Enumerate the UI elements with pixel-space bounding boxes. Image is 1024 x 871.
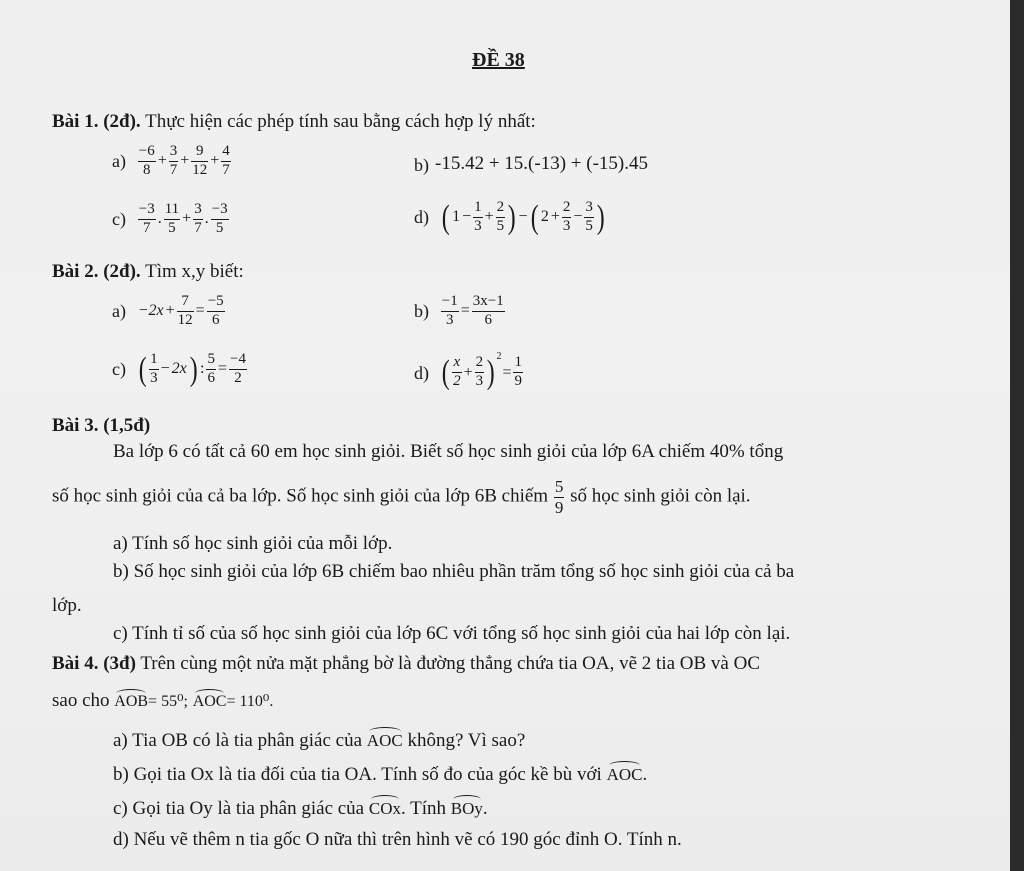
angle-boy: BOy bbox=[451, 796, 483, 817]
frac: $\frac{1}{9}$ bbox=[514, 354, 522, 390]
b1-header bbox=[52, 112, 536, 131]
b2-c-label: c) bbox=[112, 359, 126, 380]
frac: $\frac{2}{5}$ bbox=[496, 199, 505, 234]
frac: $\frac{3}{7}$ bbox=[194, 201, 202, 236]
frac: $\frac{-4}{2}$ bbox=[230, 351, 246, 386]
frac: $\frac{5}{6}$ bbox=[207, 351, 215, 386]
frac: $\frac{11}{5}$ bbox=[164, 201, 180, 236]
b2-b-label: b) bbox=[414, 301, 429, 322]
b3-item-a: a) Tính số học sinh giỏi của mỗi lớp. bbox=[113, 533, 393, 554]
b1-a-expr: a) $\frac{-6}{8}$ + $\frac{3}{7}$ + $\frac{9}{12}$ + $\frac{4}{7}$ bbox=[112, 143, 230, 178]
b3-item-b: b) Số học sinh giỏi của lớp 6B chiếm bao nhiêu phần trăm tổng số học sinh giỏi của cả ba bbox=[113, 561, 795, 582]
b2-a-expr: a) −2x + $\frac{7}{12}$ = $\frac{-5}{6}$ bbox=[112, 293, 224, 328]
b2-d-label: d) bbox=[414, 362, 429, 383]
frac: $\frac{3}{5}$ bbox=[585, 199, 593, 234]
b1-text: Thực hiện các phép tính sau bằng cách hợp lý nhất: bbox=[145, 111, 536, 132]
frac: $\frac{7}{12}$ bbox=[177, 293, 193, 328]
frac: $\frac{x}{2}$ bbox=[453, 354, 461, 390]
b4-header bbox=[52, 654, 760, 673]
page-title: ĐỀ 38 bbox=[472, 49, 525, 71]
angle-cox: COx bbox=[369, 796, 401, 817]
b2-b-expr: b) $\frac{-1}{3}$ = $\frac{3x-1}{6}$ bbox=[414, 293, 504, 328]
b2-d-expr: d) ( $\frac{x}{2}$ + $\frac{2}{3}$ ) $^2$= $\frac{1}{9}$ bbox=[414, 351, 522, 392]
b2-a-label: a) bbox=[112, 301, 126, 322]
frac: $\frac{3x-1}{6}$ bbox=[472, 293, 504, 328]
b1-c-label: c) bbox=[112, 209, 126, 230]
b4-item-c: c) Gọi tia Oy là tia phân giác của COx. Tính BOy. bbox=[113, 798, 488, 819]
b4-heading: Bài 4. (3đ) bbox=[52, 653, 136, 674]
frac: $\frac{-1}{3}$ bbox=[441, 293, 458, 328]
b1-a-label: a) bbox=[112, 151, 126, 172]
angle-aoc: AOC bbox=[367, 728, 403, 749]
b3-item-b-cont: lớp. bbox=[52, 595, 82, 616]
frac: $\frac{9}{12}$ bbox=[192, 143, 208, 178]
frac: $\frac{4}{7}$ bbox=[222, 143, 230, 178]
b2-heading: Bài 2. (2đ). bbox=[52, 261, 141, 282]
b1-b-expr bbox=[414, 154, 648, 174]
b4-item-b: b) Gọi tia Ox là tia đối của tia OA. Tính số đo của góc kề bù với AOC. bbox=[113, 764, 648, 785]
b1-c-expr: c) $\frac{-3}{7}$ . $\frac{11}{5}$ + $\frac{3}{7}$ . $\frac{-3}{5}$ bbox=[112, 201, 228, 236]
frac: $\frac{1}{3}$ bbox=[474, 199, 482, 234]
frac: $\frac{-3}{7}$ bbox=[138, 201, 155, 236]
b1-heading: Bài 1. (2đ). bbox=[52, 111, 141, 132]
b2-c-expr: c) ( $\frac{1}{3}$ − 2x) : $\frac{5}{6}$ = $\frac{-4}{2}$ bbox=[112, 350, 246, 388]
angle-aob: AOB bbox=[114, 690, 148, 710]
b3-para-1: Ba lớp 6 có tất cả 60 em học sinh giỏi. Biết số học sinh giỏi của lớp 6A chiếm 40% tổng bbox=[113, 441, 784, 462]
b4-item-a: a) Tia OB có là tia phân giác của AOC không? Vì sao? bbox=[113, 730, 526, 751]
b2-header bbox=[52, 262, 244, 281]
frac: $\frac{-5}{6}$ bbox=[207, 293, 224, 328]
b3-item-c: c) Tính tỉ số của số học sinh giỏi của lớp 6C với tổng số học sinh giỏi của hai lớp còn lại. bbox=[113, 623, 791, 644]
b2-text: Tìm x,y biết: bbox=[145, 261, 244, 282]
b1-b-text: -15.42 + 15.(-13) + (-15).45 bbox=[435, 153, 648, 174]
b1-b-label: b) bbox=[414, 154, 429, 175]
b4-item-d: d) Nếu vẽ thêm n tia gốc O nữa thì trên hình vẽ có 190 góc đỉnh O. Tính n. bbox=[113, 829, 682, 850]
angle-aoc: AOC bbox=[193, 690, 227, 710]
frac: $\frac{-3}{5}$ bbox=[211, 201, 228, 236]
frac: $\frac{2}{3}$ bbox=[475, 354, 484, 390]
frac: $\frac{1}{3}$ bbox=[150, 351, 158, 386]
b1-d-label: d) bbox=[414, 207, 429, 228]
angle-aoc: AOC bbox=[607, 762, 643, 783]
frac: $\frac{3}{7}$ bbox=[169, 143, 178, 178]
frac: $\frac{-6}{8}$ bbox=[138, 143, 155, 178]
b4-text: Trên cùng một nửa mặt phẳng bờ là đường thẳng chứa tia OA, vẽ 2 tia OB và OC bbox=[140, 653, 761, 674]
frac: $\frac{5}{9}$ bbox=[554, 477, 564, 517]
b1-d-expr: d) ( 1 − $\frac{1}{3}$ + $\frac{2}{5}$ ) −( 2 + $\frac{2}{3}$ − $\frac{3}{5}$ ) bbox=[414, 198, 605, 236]
b3-heading: Bài 3. (1,5đ) bbox=[52, 415, 151, 436]
b4-line-2: sao cho AOB= 55⁰; AOC= 110⁰. bbox=[52, 690, 274, 711]
frac: $\frac{2}{3}$ bbox=[562, 199, 571, 234]
b3-para-2: số học sinh giỏi của cả ba lớp. Số học sinh giỏi của lớp 6B chiếm $\frac{5}{9}$ số học sinh giỏi còn lại. bbox=[52, 477, 751, 517]
